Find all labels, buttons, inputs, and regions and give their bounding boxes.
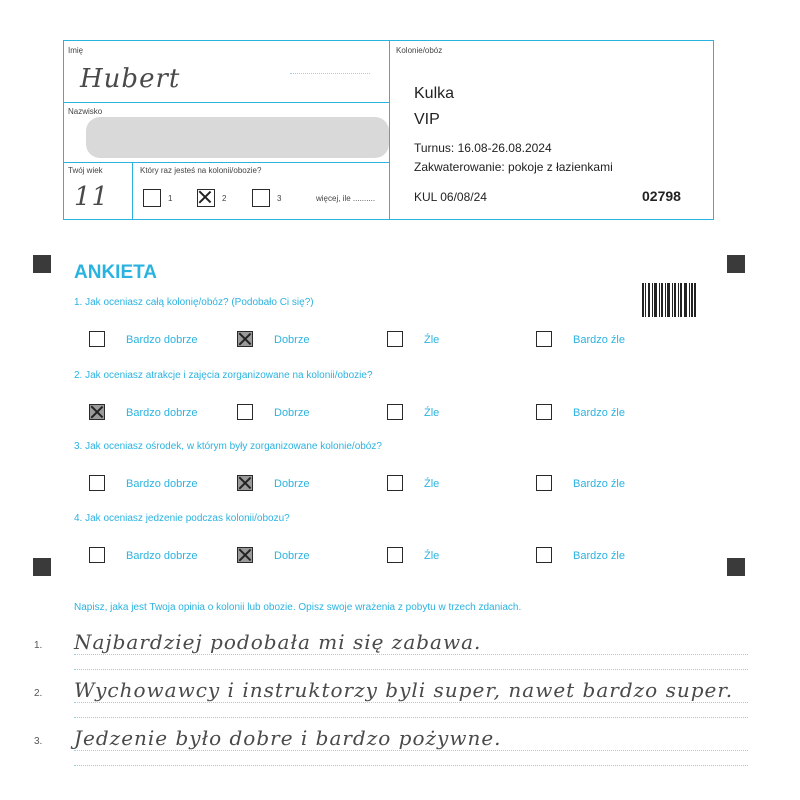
visit-3-checkbox[interactable] <box>252 189 270 207</box>
opinion-line-3-dots <box>74 750 748 751</box>
registration-marker-tl <box>33 255 51 273</box>
barcode-icon <box>642 283 696 317</box>
opinion-line-3-text[interactable]: Jedzenie było dobre i bardzo pożywne. <box>74 726 502 750</box>
opinion-line-1-text[interactable]: Najbardziej podobała mi się zabawa. <box>74 630 482 654</box>
camp-type: VIP <box>414 111 440 128</box>
question-2-option-4-label: Bardzo źle <box>573 407 625 419</box>
question-2-text: 2. Jak oceniasz atrakcje i zajęcia zorganizowane na kolonii/obozie? <box>74 370 373 381</box>
question-2-option-2-label: Dobrze <box>274 407 310 419</box>
question-4-option-2-label: Dobrze <box>274 550 310 562</box>
question-4-option-2-checkbox[interactable] <box>237 547 253 563</box>
wiek-value[interactable]: 11 <box>74 182 110 212</box>
camp-code: KUL 06/08/24 <box>414 190 487 204</box>
question-3-option-4-checkbox[interactable] <box>536 475 552 491</box>
question-4-option-3-checkbox[interactable] <box>387 547 403 563</box>
question-4-option-4-checkbox[interactable] <box>536 547 552 563</box>
question-2-option-4-checkbox[interactable] <box>536 404 552 420</box>
question-1-option-4-checkbox[interactable] <box>536 331 552 347</box>
question-2-option-1-label: Bardzo dobrze <box>126 407 198 419</box>
opinion-prompt: Napisz, jaka jest Twoja opinia o kolonii lub obozie. Opisz swoje wrażenia z pobytu w trzech zdaniach. <box>74 602 522 613</box>
question-1-text: 1. Jak oceniasz całą kolonię/obóz? (Podobało Ci się?) <box>74 297 314 308</box>
kolonie-label: Kolonie/obóz <box>396 46 443 55</box>
opinion-line-1-dots <box>74 654 748 655</box>
turnus: Turnus: 16.08-26.08.2024 <box>414 141 552 155</box>
question-3-option-3-label: Źle <box>424 478 440 490</box>
registration-marker-bl <box>33 558 51 576</box>
question-3-option-1-label: Bardzo dobrze <box>126 478 198 490</box>
nazwisko-label: Nazwisko <box>68 107 103 116</box>
imie-label: Imię <box>68 46 84 55</box>
redacted-surname <box>86 117 389 158</box>
imie-value[interactable]: Hubert <box>80 64 181 94</box>
opinion-line-2-number: 2. <box>34 688 43 699</box>
question-2-option-3-label: Źle <box>424 407 440 419</box>
wiek-label: Twój wiek <box>68 166 103 175</box>
question-4-text: 4. Jak oceniasz jedzenie podczas kolonii/obozu? <box>74 513 290 524</box>
question-3-text: 3. Jak oceniasz ośrodek, w którym były zorganizowane kolonie/obóz? <box>74 441 382 452</box>
visit-1-checkbox[interactable] <box>143 189 161 207</box>
question-1-option-3-checkbox[interactable] <box>387 331 403 347</box>
registration-marker-br <box>727 558 745 576</box>
opinion-line-2-dots-lower <box>74 717 748 718</box>
ktory-raz-label: Który raz jesteś na kolonii/obozie? <box>140 166 262 175</box>
visit-more-label: więcej, ile .......... <box>316 194 376 203</box>
question-4-option-3-label: Źle <box>424 550 440 562</box>
zakwaterowanie: Zakwaterowanie: pokoje z łazienkami <box>414 160 613 174</box>
question-4-option-4-label: Bardzo źle <box>573 550 625 562</box>
opinion-line-3-number: 3. <box>34 736 43 747</box>
question-2-option-2-checkbox[interactable] <box>237 404 253 420</box>
question-1-option-2-label: Dobrze <box>274 334 310 346</box>
question-2-option-1-checkbox[interactable] <box>89 404 105 420</box>
question-1-option-1-checkbox[interactable] <box>89 331 105 347</box>
opinion-line-1-dots-lower <box>74 669 748 670</box>
question-3-option-2-label: Dobrze <box>274 478 310 490</box>
opinion-line-2-dots <box>74 702 748 703</box>
opinion-line-2-text[interactable]: Wychowawcy i instruktorzy byli super, nawet bardzo super. <box>74 678 734 702</box>
visit-2-label: 2 <box>222 194 227 203</box>
question-2-option-3-checkbox[interactable] <box>387 404 403 420</box>
question-1-option-1-label: Bardzo dobrze <box>126 334 198 346</box>
question-3-option-3-checkbox[interactable] <box>387 475 403 491</box>
form-number: 02798 <box>642 188 681 204</box>
question-1-option-3-label: Źle <box>424 334 440 346</box>
imie-underline <box>290 73 370 74</box>
opinion-line-3-dots-lower <box>74 765 748 766</box>
question-4-option-1-label: Bardzo dobrze <box>126 550 198 562</box>
question-3-option-2-checkbox[interactable] <box>237 475 253 491</box>
registration-marker-tr <box>727 255 745 273</box>
question-3-option-4-label: Bardzo źle <box>573 478 625 490</box>
camp-name: Kulka <box>414 85 455 102</box>
question-4-option-1-checkbox[interactable] <box>89 547 105 563</box>
survey-title: ANKIETA <box>74 262 158 283</box>
visit-3-label: 3 <box>277 194 282 203</box>
opinion-line-1-number: 1. <box>34 640 43 651</box>
visit-1-label: 1 <box>168 194 173 203</box>
question-3-option-1-checkbox[interactable] <box>89 475 105 491</box>
question-1-option-4-label: Bardzo źle <box>573 334 625 346</box>
visit-2-checkbox[interactable] <box>197 189 215 207</box>
question-1-option-2-checkbox[interactable] <box>237 331 253 347</box>
